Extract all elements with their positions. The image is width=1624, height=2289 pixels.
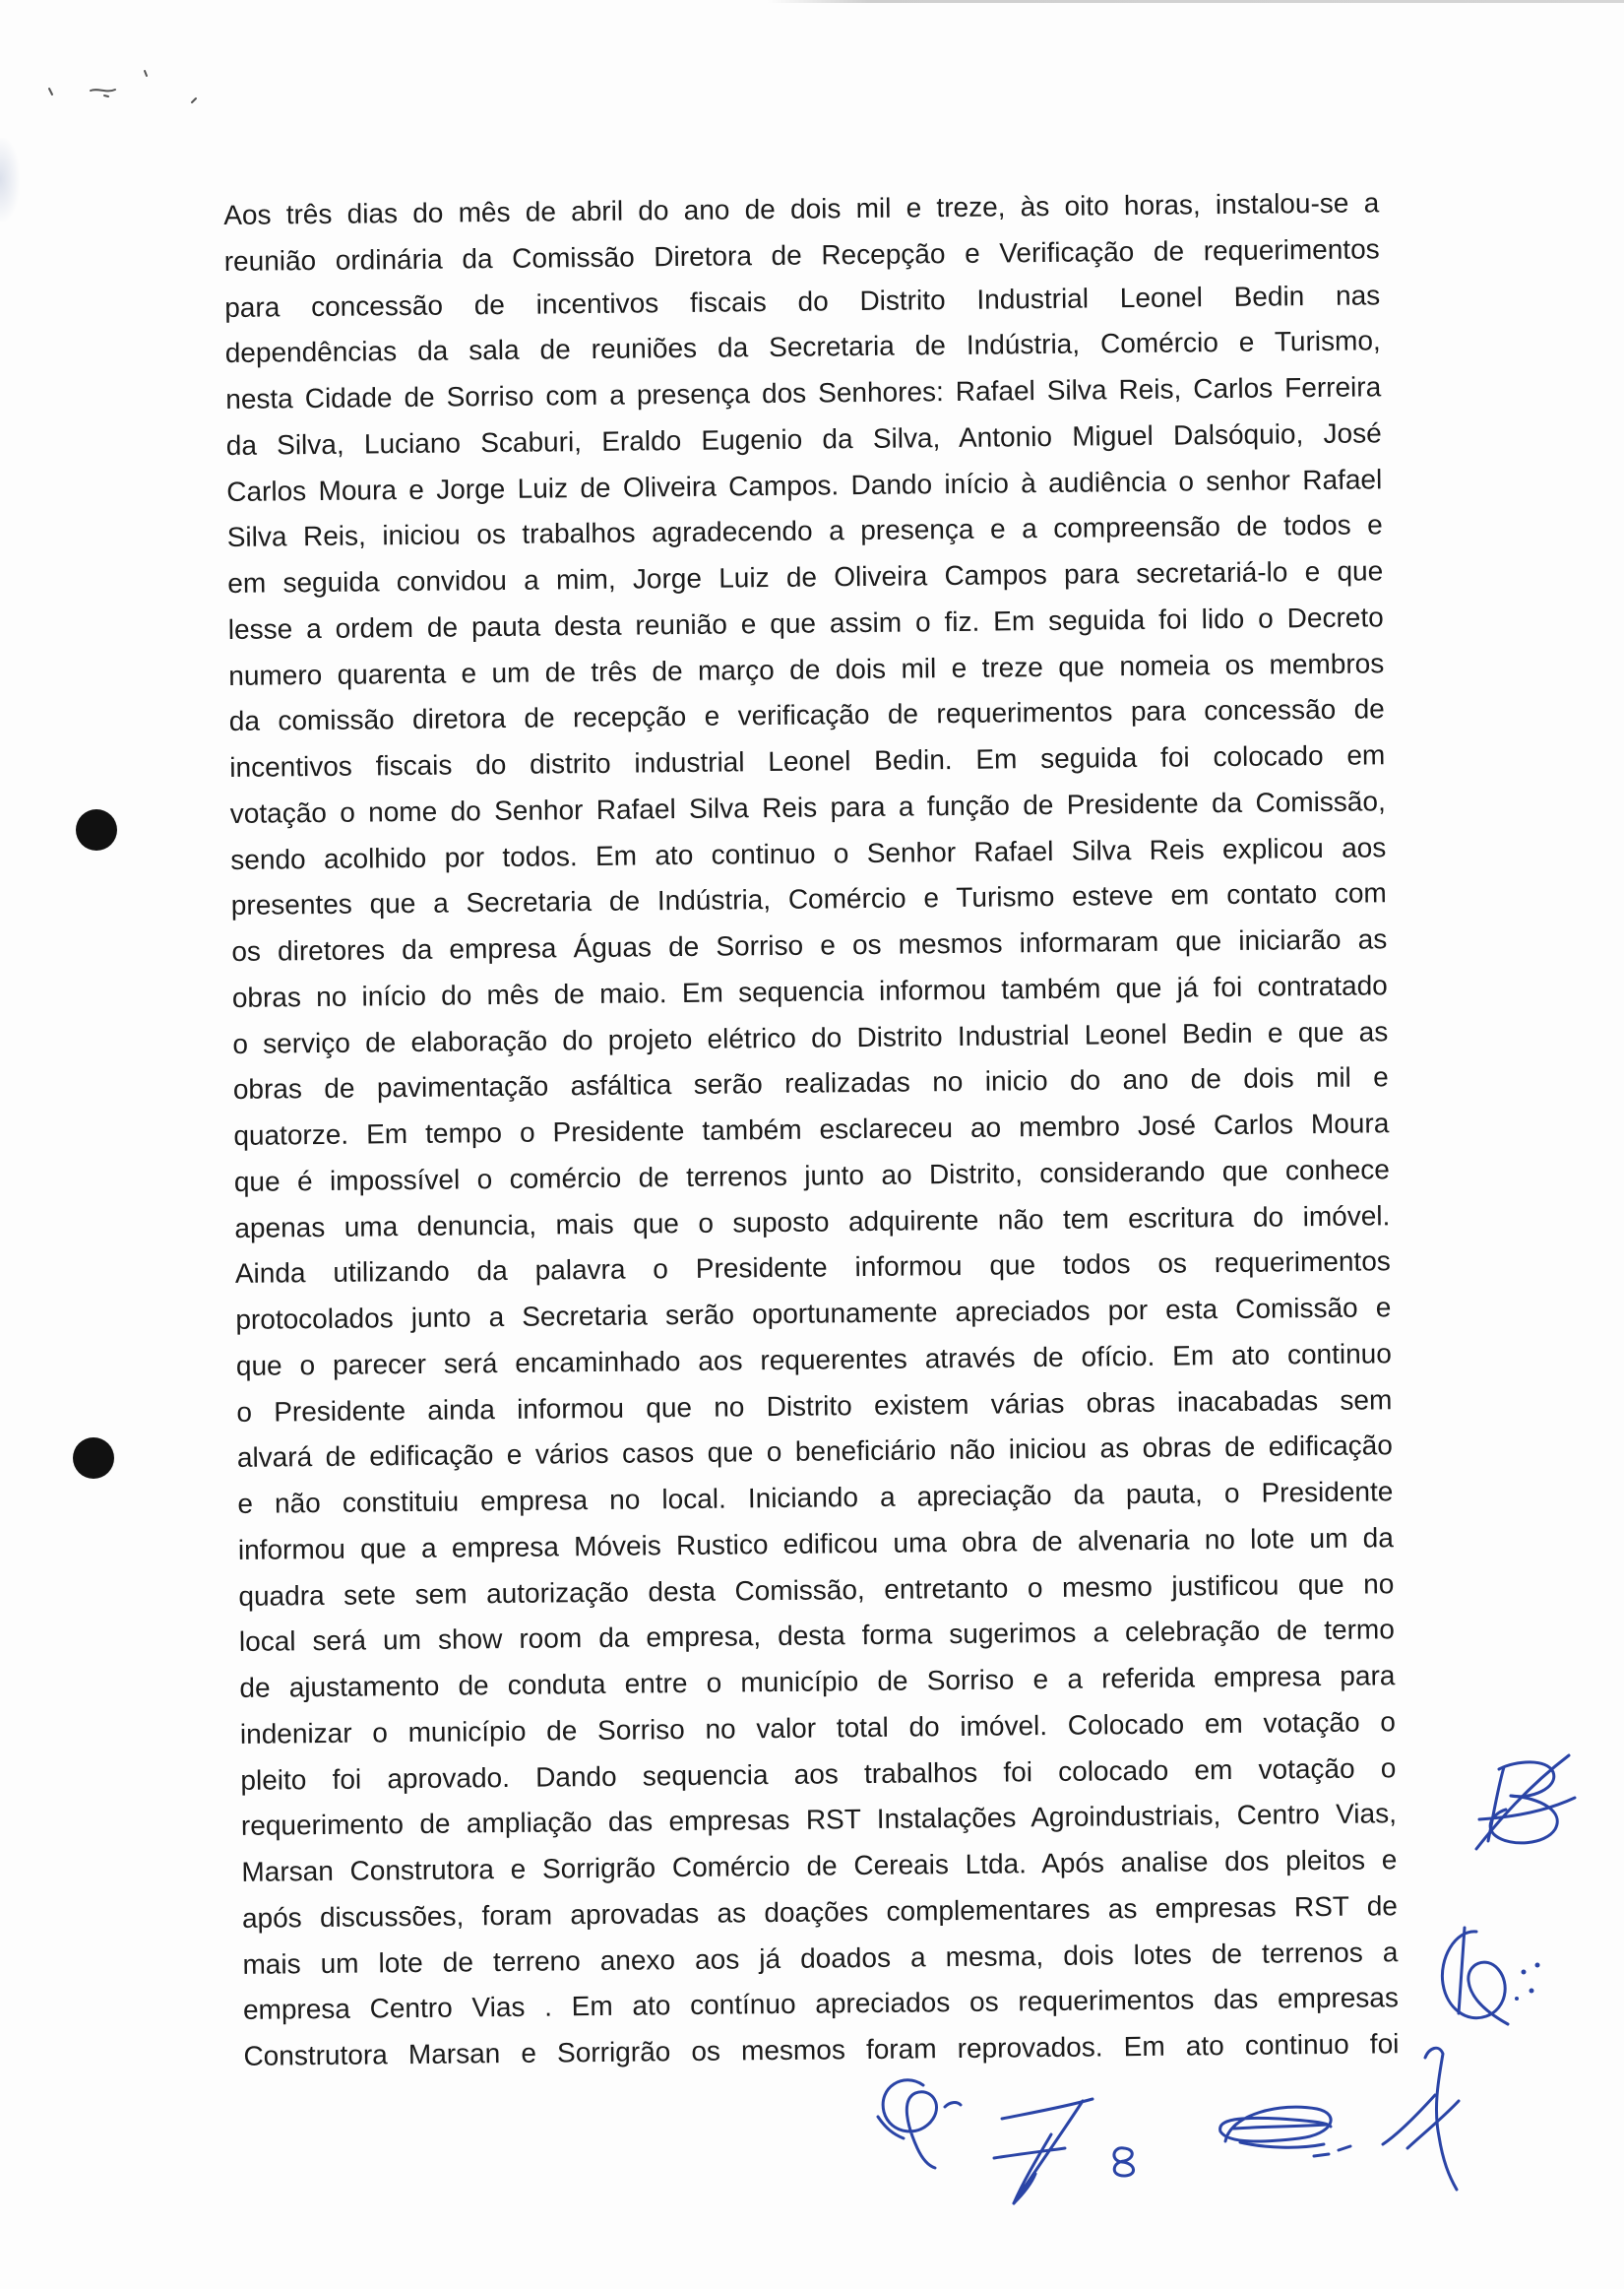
text-line: e não constituiu empresa no local. Iniciando a apreciação da pauta, o Presidente <box>237 1476 1394 1519</box>
text-line: empresa Centro Vias . Em ato contínuo apreciados os requerimentos das empresas <box>242 1982 1400 2026</box>
signature-initials-bottom-2 <box>994 2099 1093 2203</box>
signature-initials-right-upper <box>1476 1755 1575 1849</box>
text-line: Carlos Moura e Jorge Luiz de Oliveira Campos. Dando início à audiência o senhor Rafael <box>226 463 1383 507</box>
text-line: da comissão diretora de recepção e verificação de requerimentos para concessão de <box>228 693 1385 737</box>
signature-initials-bottom-1 <box>878 2080 961 2168</box>
text-line: local será um show room da empresa, desta forma sugerimos a celebração de termo <box>238 1614 1396 1658</box>
text-line: sendo acolhido por todos. Em ato continuo o Senhor Rafael Silva Reis explicou aos <box>230 831 1387 875</box>
text-line: Aos três dias do mês de abril do ano de dois mil e treze, às oito horas, instalou-se a <box>223 187 1380 230</box>
text-line: reunião ordinária da Comissão Diretora de Recepção e Verificação de requerimentos <box>223 233 1380 277</box>
text-line: mais um lote de terreno anexo aos já doados a mesma, dois lotes de terrenos a <box>242 1936 1399 1980</box>
text-line: em seguida convidou a mim, Jorge Luiz de Oliveira Campos para secretariá-lo e que <box>227 555 1384 599</box>
text-line: após discussões, foram aprovadas as doações complementares as empresas RST de <box>241 1889 1399 1934</box>
text-line: Construtora Marsan e Sorrigrão os mesmos foram reprovados. Em ato continuo foi <box>243 2028 1400 2071</box>
punch-hole <box>73 1437 114 1479</box>
meeting-minutes-text <box>223 180 1400 2079</box>
text-line: quadra sete sem autorização desta Comissão, entretanto o mesmo justificou que no <box>238 1567 1395 1612</box>
text-line: o serviço de elaboração do projeto elétrico do Distrito Industrial Leonel Bedin e que as <box>232 1015 1389 1059</box>
signature-initials-right-lower <box>1442 1928 1539 2024</box>
text-line: incentivos fiscais do distrito industrial Leonel Bedin. Em seguida foi colocado em <box>229 739 1386 783</box>
text-line: que é impossível o comércio de terrenos junto ao Distrito, considerando que conhece <box>233 1153 1390 1197</box>
text-line: numero quarenta e um de três de março de dois mil e treze que nomeia os membros <box>228 647 1385 691</box>
text-line: obras no início do mês de maio. Em sequencia informou também que já foi contratado <box>231 969 1388 1013</box>
text-line: indenizar o município de Sorriso no valor total do imóvel. Colocado em votação o <box>239 1705 1397 1749</box>
text-line: protocolados junto a Secretaria serão oportunamente apreciados por esta Comissão e <box>235 1292 1392 1335</box>
scan-edge-shadow <box>768 0 1624 3</box>
text-line: Silva Reis, iniciou os trabalhos agradecendo a presença e a compreensão de todos e <box>226 509 1383 553</box>
text-line: nesta Cidade de Sorriso com a presença dos Senhores: Rafael Silva Reis, Carlos Ferreira <box>225 371 1382 414</box>
text-line: o Presidente ainda informou que no Distrito existem várias obras inacabadas sem <box>236 1383 1393 1428</box>
text-line: informou que a empresa Móveis Rustico edificou uma obra de alvenaria no lote um da <box>237 1521 1395 1565</box>
text-line: Marsan Construtora e Sorrigrão Comércio de Cereais Ltda. Após analise dos pleitos e <box>241 1844 1398 1887</box>
scan-smudge <box>0 138 20 222</box>
text-line: obras de pavimentação asfáltica serão realizadas no inicio do ano de dois mil e <box>232 1061 1389 1106</box>
signature-initials-bottom-4 <box>1220 2107 1350 2156</box>
text-line: que o parecer será encaminhado aos requerentes através de ofício. Em ato continuo <box>235 1337 1392 1381</box>
text-line: presentes que a Secretaria de Indústria, Comércio e Turismo esteve em contato com <box>230 877 1387 922</box>
signature-initials-bottom-5 <box>1383 2048 1459 2190</box>
text-line: lesse a ordem de pauta desta reunião e que assim o fiz. Em seguida foi lido o Decreto <box>227 602 1384 645</box>
text-line: requerimento de ampliação das empresas RST Instalações Agroindustriais, Centro Vias, <box>240 1798 1398 1842</box>
text-line: os diretores da empresa Águas de Sorriso e os mesmos informaram que iniciarão as <box>231 923 1388 967</box>
text-line: pleito foi aprovado. Dando sequencia aos trabalhos foi colocado em votação o <box>240 1751 1397 1796</box>
scan-specks <box>49 71 196 102</box>
text-line: para concessão de incentivos fiscais do Distrito Industrial Leonel Bedin nas <box>224 279 1381 323</box>
signature-initials-bottom-3 <box>1114 2148 1134 2176</box>
text-line: de ajustamento de conduta entre o município de Sorriso e a referida empresa para <box>239 1660 1396 1703</box>
text-line: apenas uma denuncia, mais que o suposto adquirente não tem escritura do imóvel. <box>234 1199 1391 1243</box>
text-line: alvará de edificação e vários casos que o beneficiário não iniciou as obras de edificação <box>236 1430 1394 1474</box>
punch-hole <box>76 809 117 851</box>
text-line: Ainda utilizando da palavra o Presidente informou que todos os requerimentos <box>234 1245 1391 1290</box>
text-line: da Silva, Luciano Scaburi, Eraldo Eugenio da Silva, Antonio Miguel Dalsóquio, José <box>225 417 1382 461</box>
text-line: votação o nome do Senhor Rafael Silva Reis para a função de Presidente da Comissão, <box>229 786 1386 829</box>
text-line: dependências da sala de reuniões da Secretaria de Indústria, Comércio e Turismo, <box>224 325 1381 369</box>
text-line: quatorze. Em tempo o Presidente também esclareceu ao membro José Carlos Moura <box>233 1108 1390 1151</box>
